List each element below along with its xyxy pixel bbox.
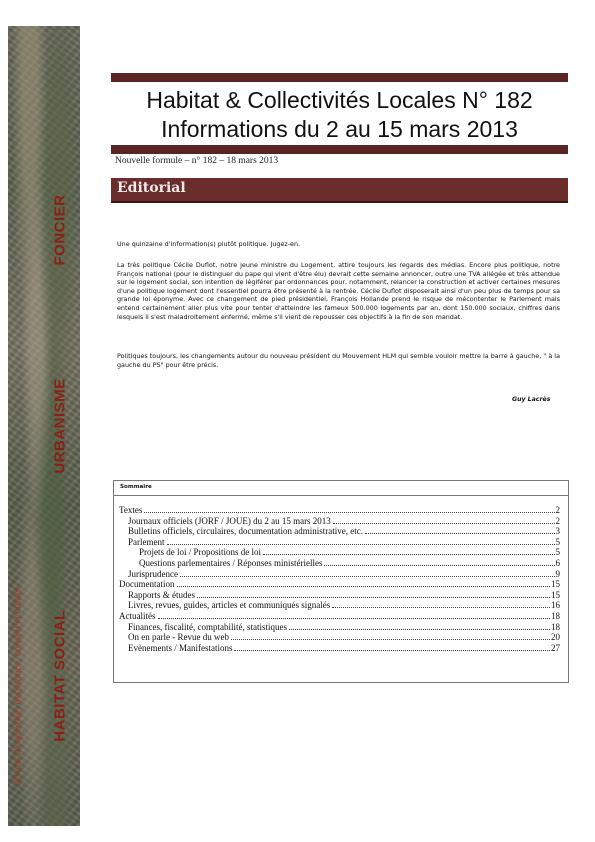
toc-entry-page: 15 bbox=[551, 589, 560, 600]
title-line-2: Informations du 2 au 15 mars 2013 bbox=[161, 116, 518, 142]
toc-leader-dots bbox=[333, 523, 555, 524]
toc-entry-page: 3 bbox=[555, 526, 560, 537]
toc-entry[interactable] bbox=[119, 526, 560, 537]
toc-entry[interactable] bbox=[119, 505, 560, 516]
toc-entry-label: Evènements / Manifestations bbox=[128, 642, 233, 653]
toc-entry-label: Documentation bbox=[119, 579, 175, 590]
issue-line: Nouvelle formule – n° 182 – 18 mars 2013 bbox=[115, 156, 279, 166]
toc-entry-label: Finances, fiscalité, comptabilité, statistiques bbox=[128, 621, 287, 632]
editorial-paragraph-1: Une quinzaine d'information(s) plutôt politique. Jugez-en. bbox=[117, 240, 301, 248]
toc-entry-label: On en parle - Revue du web bbox=[128, 632, 229, 643]
toc-entry-label: Jurisprudence bbox=[128, 568, 178, 579]
top-rule bbox=[111, 73, 568, 82]
toc-entry-label: Bulletins officiels, circulaires, documentation administrative, etc. bbox=[128, 526, 364, 537]
toc-entry-label: Parlement bbox=[128, 536, 165, 547]
toc-list bbox=[119, 505, 560, 653]
toc-leader-dots bbox=[289, 629, 550, 630]
toc-leader-dots bbox=[158, 618, 551, 619]
toc-leader-dots bbox=[263, 554, 554, 555]
editorial-paragraph-3: Politiques toujours, les changements autour du nouveau président du Mouvement HLM qui semble vouloir mettre la barre à gauche, " à la gauche du PS" pour être précis. bbox=[117, 352, 560, 369]
sidebar-tagline: 20 ans d'expertise, assistance, conseil et études bbox=[12, 586, 24, 786]
page-title bbox=[111, 86, 568, 144]
toc-leader-dots bbox=[197, 597, 550, 598]
toc-entry-page: 9 bbox=[555, 568, 560, 579]
toc-leader-dots bbox=[234, 650, 550, 651]
toc-entry[interactable] bbox=[119, 547, 560, 558]
toc-entry-page: 20 bbox=[551, 632, 560, 643]
toc-entry[interactable] bbox=[119, 579, 560, 590]
editorial-heading: Editorial bbox=[117, 180, 186, 196]
toc-entry-label: Livres, revues, guides, articles et communiqués signalés bbox=[128, 600, 331, 611]
toc-entry[interactable] bbox=[119, 558, 560, 569]
aerial-photo-strip bbox=[8, 26, 80, 826]
toc-entry-page: 18 bbox=[551, 610, 560, 621]
toc-leader-dots bbox=[144, 512, 554, 513]
toc-entry[interactable] bbox=[119, 611, 560, 622]
toc-entry-label: Projets de loi / Propositions de loi bbox=[139, 547, 262, 558]
toc-leader-dots bbox=[180, 576, 555, 577]
toc-title: Sommaire bbox=[120, 484, 152, 490]
toc-leader-dots bbox=[324, 565, 554, 566]
toc-leader-dots bbox=[231, 639, 550, 640]
toc-entry[interactable] bbox=[119, 622, 560, 633]
title-line-1: Habitat & Collectivités Locales N° 182 bbox=[146, 87, 533, 113]
sidebar-label-habitat-social: HABITAT SOCIAL bbox=[51, 610, 69, 742]
toc-leader-dots bbox=[167, 544, 555, 545]
toc-entry-label: Rapports & études bbox=[128, 589, 195, 600]
toc-entry[interactable] bbox=[119, 516, 560, 527]
toc-leader-dots bbox=[177, 586, 551, 587]
toc-entry-page: 18 bbox=[551, 621, 560, 632]
toc-entry-page: 2 bbox=[555, 515, 560, 526]
sidebar-label-urbanisme: URBANISME bbox=[51, 378, 69, 474]
toc-entry-page: 2 bbox=[555, 505, 560, 515]
toc-entry[interactable] bbox=[119, 600, 560, 611]
toc-entry[interactable] bbox=[119, 537, 560, 548]
toc-entry[interactable] bbox=[119, 569, 560, 580]
toc-header bbox=[114, 481, 568, 496]
toc-entry[interactable] bbox=[119, 643, 560, 654]
toc-leader-dots bbox=[332, 607, 550, 608]
toc-entry-page: 5 bbox=[555, 547, 560, 558]
toc-entry-page: 15 bbox=[551, 579, 560, 590]
editorial-signature: Guy Lacrès bbox=[512, 396, 551, 403]
table-of-contents bbox=[113, 480, 569, 683]
toc-entry-page: 5 bbox=[555, 536, 560, 547]
toc-leader-dots bbox=[365, 533, 554, 534]
toc-entry-label: Questions parlementaires / Réponses ministérielles bbox=[139, 557, 323, 568]
toc-entry[interactable] bbox=[119, 590, 560, 601]
toc-entry-label: Journaux officiels (JORF / JOUE) du 2 au 15 mars 2013 bbox=[128, 515, 331, 526]
toc-entry-label: Actualités bbox=[119, 610, 156, 621]
toc-entry-page: 6 bbox=[555, 557, 560, 568]
toc-entry[interactable] bbox=[119, 632, 560, 643]
toc-entry-page: 16 bbox=[551, 600, 560, 611]
editorial-paragraph-2: La très politique Cécile Duflot, notre jeune ministre du Logement, attire toujours les regards des médias. Encore plus politique, notre François national (pour le distinguer du pape qui vient d'être élu) devrait cette semaine annoncer, outre une TVA allégée et très attendue sur le logement social, son intention de légiférer par ordonnances pour, notamment, relancer la construction et activer certaines mesures d'une politique logement dont l'essentiel pourra être présenté à la rentrée. Cécile Duflot disposerait ainsi d'un peu plus de temps pour sa grande loi éponyme. Avec ce changement de pied présidentiel, François Hollande prend le risque de mécontenter le Parlement mais entend certainement aller plus vite pour tenter d'atteindre les fameux 500.000 logements par an, dont 150.000 sociaux, chiffres dans lesquels il s'est maladroitement enfermé, même s'il vient de repousser ces objectifs à la fin de son mandat. bbox=[117, 261, 560, 321]
editorial-heading-bar bbox=[111, 178, 568, 203]
toc-entry-label: Textes bbox=[119, 505, 143, 515]
toc-entry-page: 27 bbox=[551, 642, 560, 653]
sidebar-label-foncier: FONCIER bbox=[51, 194, 69, 266]
mid-rule bbox=[111, 145, 568, 154]
